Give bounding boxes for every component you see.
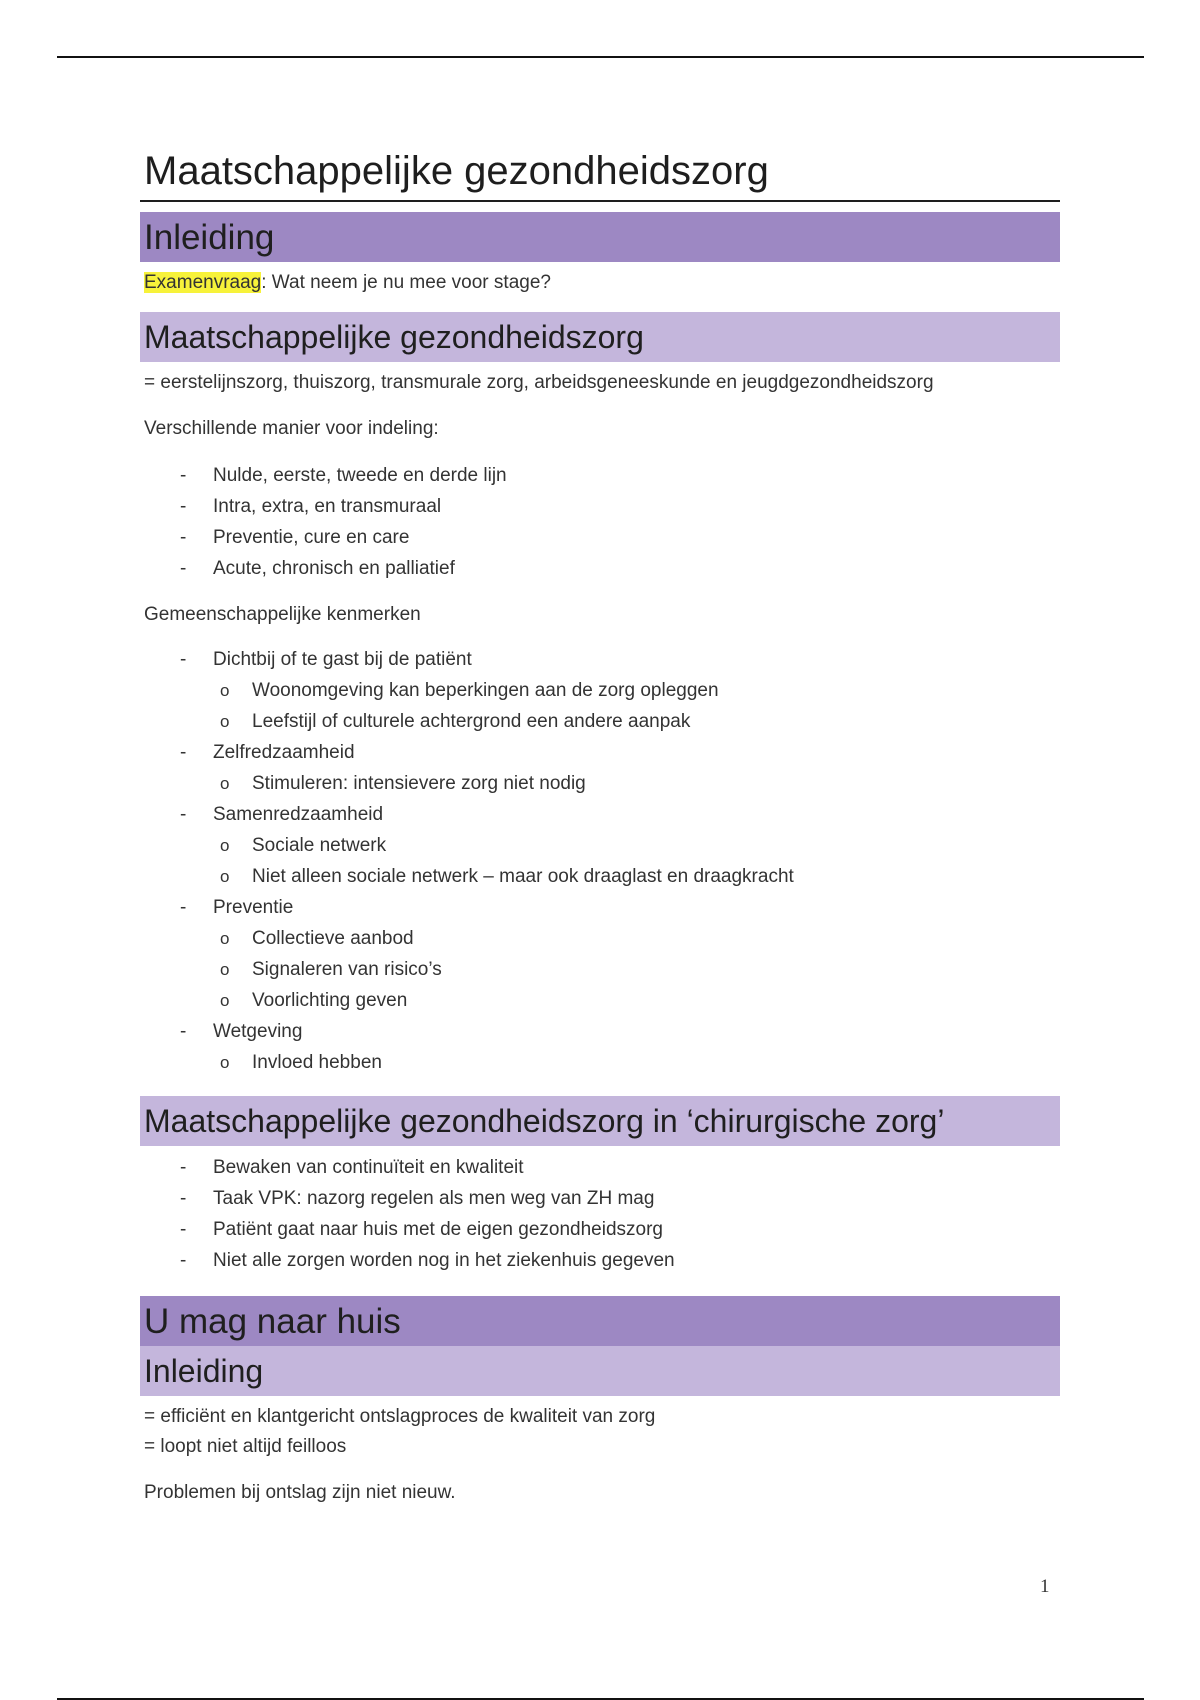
body-line: = efficiënt en klantgericht ontslagproces de kwaliteit van zorg: [144, 1406, 656, 1427]
document-page: [140, 140, 1060, 1508]
list-item-label: Wetgeving: [213, 1021, 303, 1042]
list-item-label: Preventie: [213, 897, 294, 918]
sub-list-item: o Collectieve aanbod: [220, 923, 1060, 954]
definition-text: = eerstelijnszorg, thuiszorg, transmurale zorg, arbeidsgeneeskunde en jeugdgezondheidszorg: [144, 372, 934, 393]
body-line: = loopt niet altijd feilloos: [144, 1436, 347, 1457]
sub-list-item: o Invloed hebben: [220, 1047, 1060, 1078]
sub-list-item: o Stimuleren: intensievere zorg niet nodig: [220, 768, 1060, 799]
sub-list-item: o Signaleren van risico’s: [220, 954, 1060, 985]
heading-inleiding: Inleiding: [140, 212, 1060, 262]
list-item: [180, 644, 1060, 737]
indeling-list: [140, 460, 1060, 584]
list-item-label: Samenredzaamheid: [213, 804, 384, 825]
list-item: - Acute, chronisch en palliatief: [180, 553, 1060, 584]
sub-list-item: o Niet alleen sociale netwerk – maar ook draaglast en draagkracht: [220, 861, 1060, 892]
sub-list-item: o Voorlichting geven: [220, 985, 1060, 1016]
page-number: 1: [1040, 1576, 1050, 1597]
list-item-label: Zelfredzaamheid: [213, 742, 355, 763]
exam-label-highlight: Examenvraag: [144, 272, 262, 293]
body-line: Problemen bij ontslag zijn niet nieuw.: [144, 1482, 456, 1503]
indeling-intro: Verschillende manier voor indeling:: [144, 418, 439, 439]
list-item: - Preventie, cure en care: [180, 522, 1060, 553]
heading-chirurgische-zorg: Maatschappelijke gezondheidszorg in ‘chirurgische zorg’: [140, 1096, 1060, 1146]
sub-list-item: o Sociale netwerk: [220, 830, 1060, 861]
list-item: - Intra, extra, en transmuraal: [180, 491, 1060, 522]
chirurgische-list: [140, 1152, 1060, 1276]
heading-u-mag-naar-huis: U mag naar huis: [140, 1296, 1060, 1346]
exam-question-text: : Wat neem je nu mee voor stage?: [261, 272, 551, 293]
subheading-inleiding: Inleiding: [140, 1346, 1060, 1396]
list-item: - Taak VPK: nazorg regelen als men weg van ZH mag: [180, 1183, 1060, 1214]
list-item: - Patiënt gaat naar huis met de eigen gezondheidszorg: [180, 1214, 1060, 1245]
kenmerken-intro: Gemeenschappelijke kenmerken: [144, 604, 421, 625]
top-rule: [57, 56, 1144, 58]
list-item-label: Dichtbij of te gast bij de patiënt: [213, 649, 472, 670]
kenmerken-list: [140, 644, 1060, 1078]
exam-question: [140, 268, 1060, 298]
list-item: [180, 1016, 1060, 1078]
list-item: [180, 892, 1060, 1016]
document-title: Maatschappelijke gezondheidszorg: [140, 140, 1060, 202]
heading-maatschappelijke: Maatschappelijke gezondheidszorg: [140, 312, 1060, 362]
list-item: - Niet alle zorgen worden nog in het ziekenhuis gegeven: [180, 1245, 1060, 1276]
sub-list-item: o Leefstijl of culturele achtergrond een andere aanpak: [220, 706, 1060, 737]
list-item: - Nulde, eerste, tweede en derde lijn: [180, 460, 1060, 491]
list-item: - Bewaken van continuïteit en kwaliteit: [180, 1152, 1060, 1183]
list-item: [180, 799, 1060, 892]
list-item: [180, 737, 1060, 799]
sub-list-item: o Woonomgeving kan beperkingen aan de zorg opleggen: [220, 675, 1060, 706]
